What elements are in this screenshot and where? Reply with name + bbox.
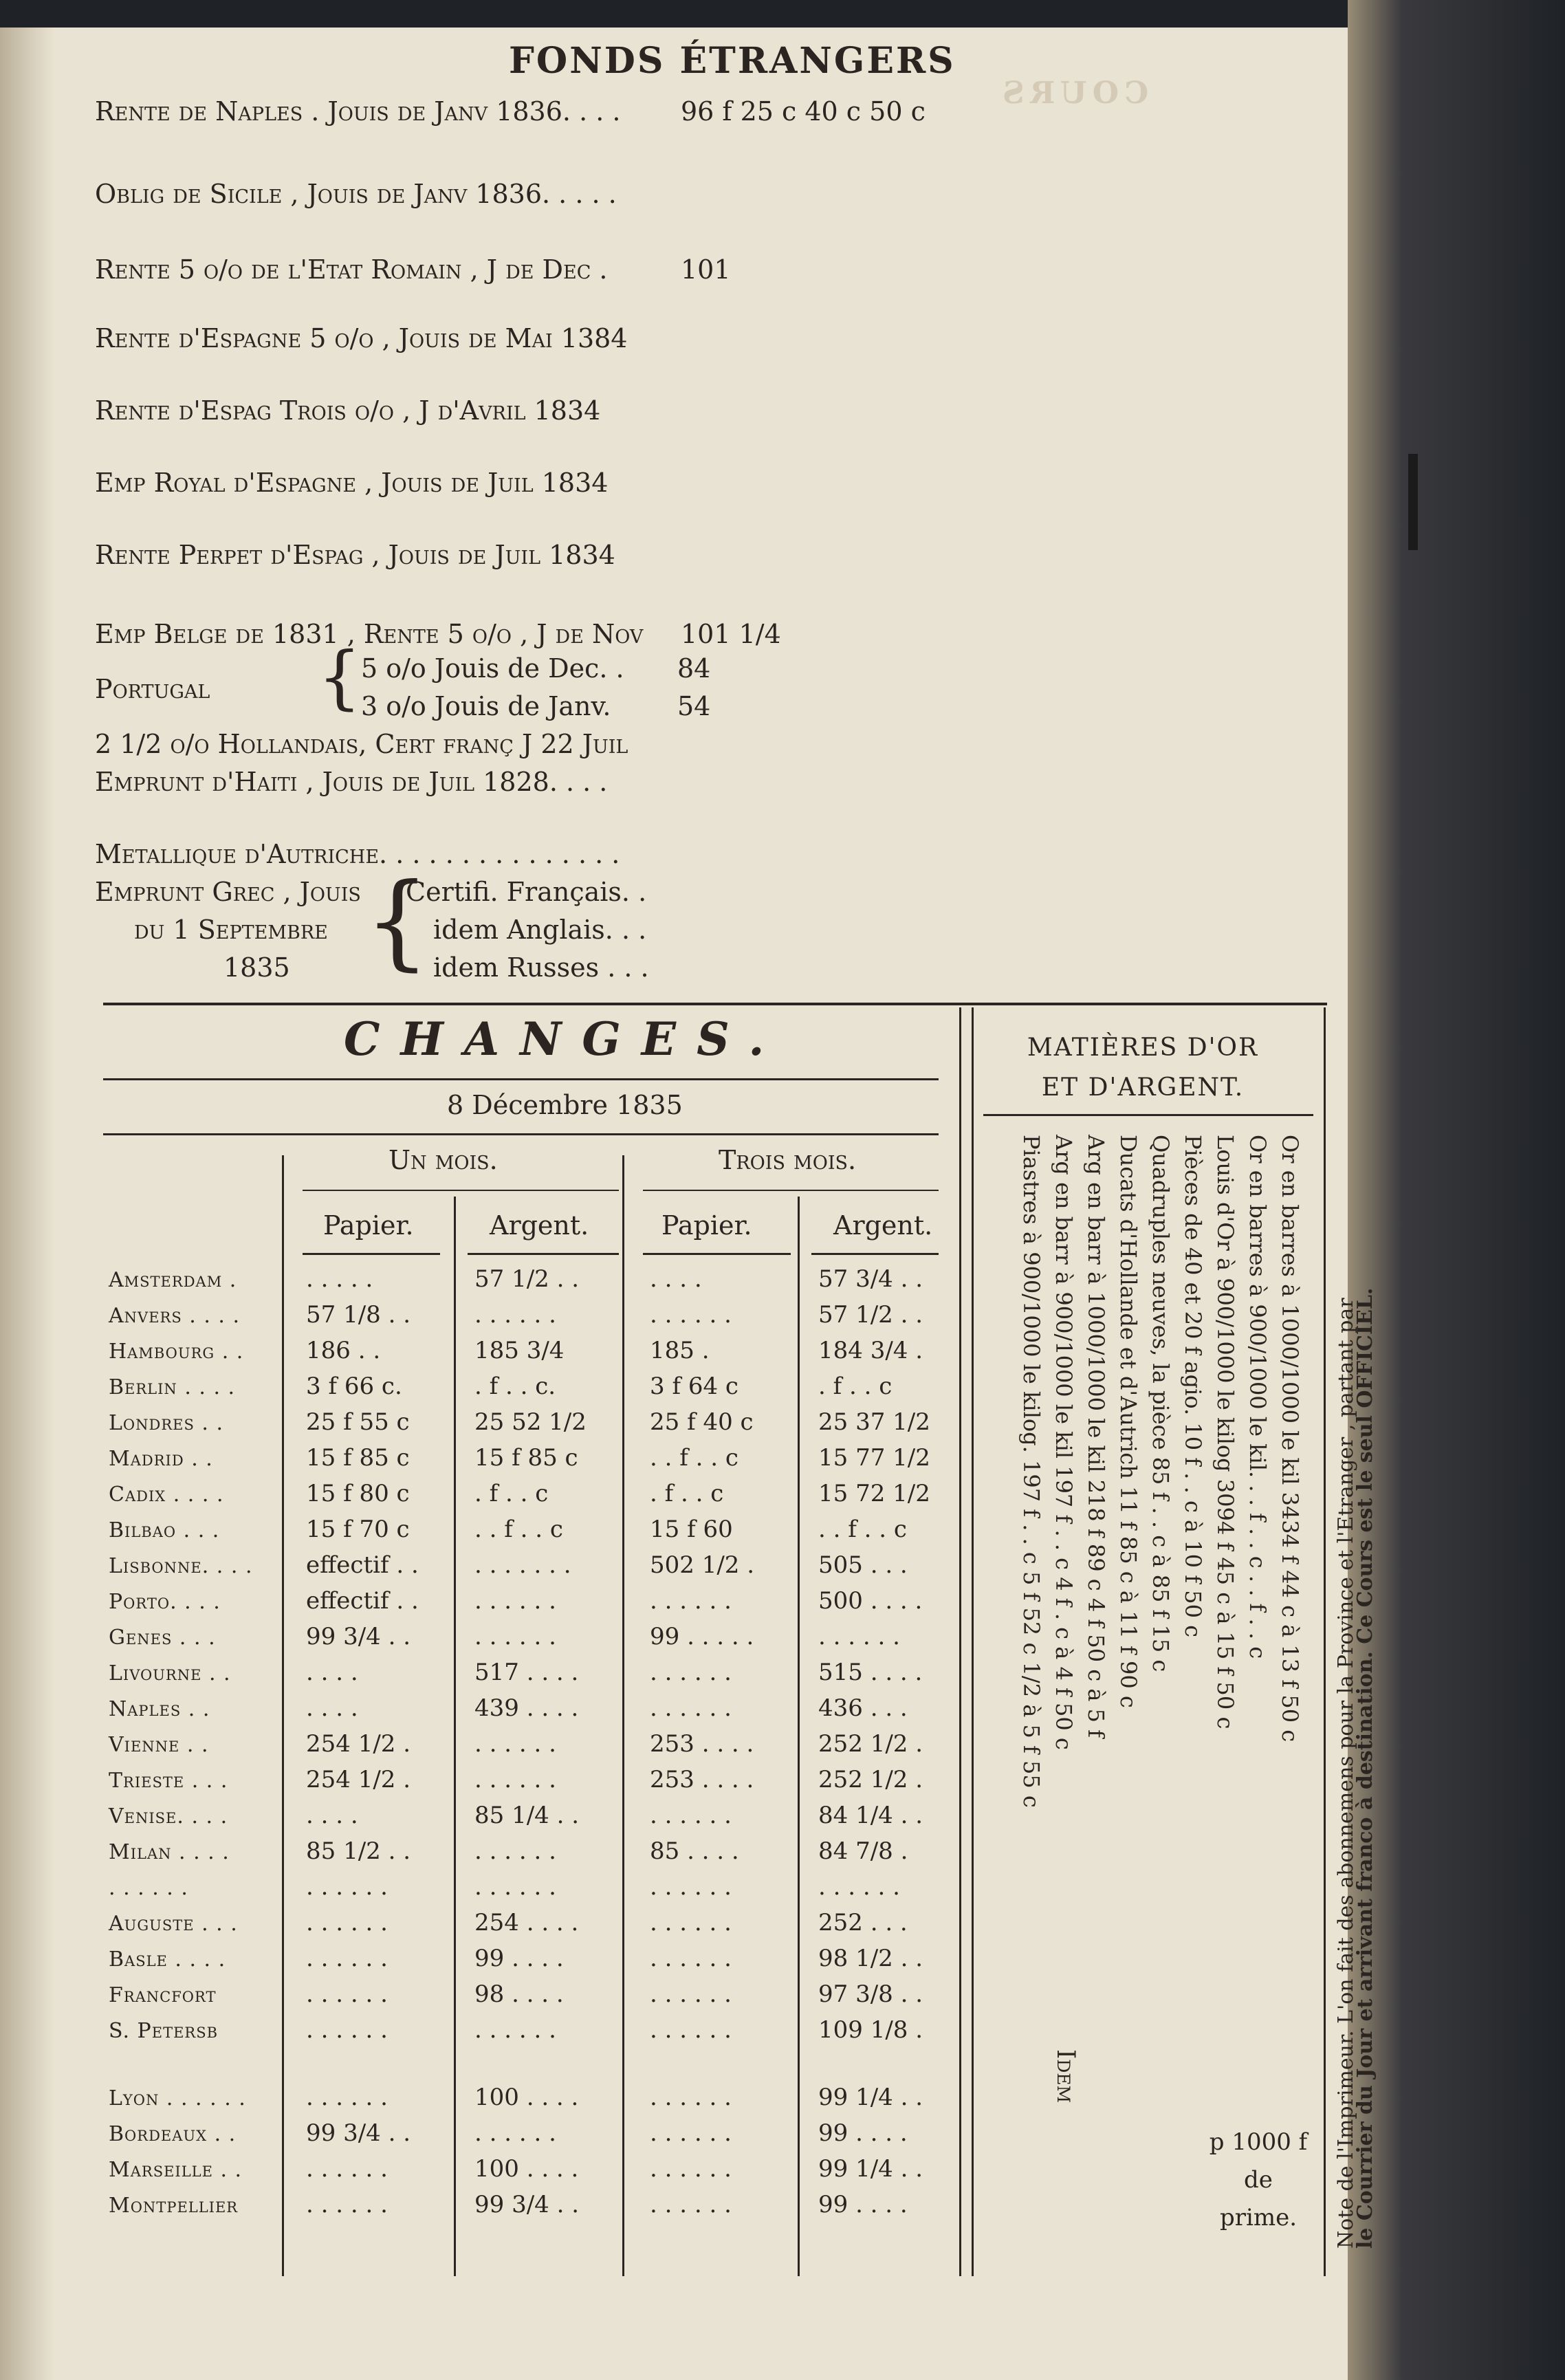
city-name: Naples . . xyxy=(109,1697,210,1721)
city-name: Marseille . . xyxy=(109,2158,243,2182)
matieres-title xyxy=(998,1028,1287,1108)
rate-cell: . . f . . c xyxy=(650,1444,738,1472)
rate-cell: effectif . . xyxy=(306,1587,419,1615)
fonds-row xyxy=(95,540,615,570)
rate-cell: . . . . . . xyxy=(650,2119,732,2147)
rate-cell: 99 . . . . . xyxy=(650,1623,754,1650)
fonds-title: FONDS ÉTRANGERS xyxy=(509,40,956,82)
rate-cell: 184 3/4 . xyxy=(818,1337,923,1364)
city-name: Lyon . . . . . . xyxy=(109,2086,246,2110)
matieres-line: Arg en barr à 900/1000 le kil 197 f . . c 4 f . c à 4 f 50 c xyxy=(1051,1135,1077,1750)
portugal-value: 54 xyxy=(677,691,711,721)
bleed-through-decoration: COURS xyxy=(997,76,1149,111)
rate-cell: . . . . . . xyxy=(306,1980,388,2008)
column-rule xyxy=(622,1155,624,2276)
rule xyxy=(103,1078,939,1080)
rate-cell: . . . . . . xyxy=(650,1587,732,1615)
matieres-prime: de xyxy=(1244,2166,1273,2194)
rule xyxy=(468,1253,619,1255)
rate-cell: . . . . . . xyxy=(650,2084,732,2111)
city-name: Porto. . . . xyxy=(109,1590,221,1614)
haiti-row: Emprunt d'Haiti , Jouis de Juil 1828. . . . xyxy=(95,767,608,797)
rate-cell: 25 52 1/2 xyxy=(474,1408,587,1436)
rate-cell: . . . . . . xyxy=(650,1945,732,1972)
rate-cell: 502 1/2 . xyxy=(650,1551,755,1579)
rate-cell: 252 . . . xyxy=(818,1909,908,1936)
rate-cell: . . . . . xyxy=(306,1265,373,1293)
rate-cell: 25 f 40 c xyxy=(650,1408,754,1436)
rate-cell: . . f . . c xyxy=(818,1516,907,1543)
rate-cell: 98 . . . . xyxy=(474,1980,564,2008)
rate-cell: 186 . . xyxy=(306,1337,381,1364)
rate-cell: 99 3/4 . . xyxy=(474,2191,580,2218)
matieres-idem: Idem xyxy=(1051,2049,1080,2104)
col-head-papier: Papier. xyxy=(323,1210,414,1241)
rate-cell: . . . . . . xyxy=(474,1623,556,1650)
rate-cell: 3 f 66 c. xyxy=(306,1373,402,1400)
brace-decoration: { xyxy=(318,637,362,717)
rate-cell: 100 . . . . xyxy=(474,2084,579,2111)
rate-cell: . . . . . . xyxy=(306,1873,388,1901)
city-name: Montpellier xyxy=(109,2194,239,2218)
portugal-value: 84 xyxy=(677,653,711,684)
rate-cell: 85 . . . . xyxy=(650,1837,739,1865)
rate-cell: 100 . . . . xyxy=(474,2155,579,2183)
grec-label: 1835 xyxy=(223,952,290,983)
rule xyxy=(303,1190,619,1191)
city-name: . . . . . . xyxy=(109,1876,188,1900)
right-page-edge xyxy=(1348,0,1565,2380)
rate-cell: . . . . . . xyxy=(818,1623,900,1650)
fonds-row xyxy=(95,619,643,649)
rate-cell: 252 1/2 . xyxy=(818,1766,923,1793)
rate-cell: 505 . . . xyxy=(818,1551,908,1579)
fonds-value: 96 f 25 c 40 c 50 c xyxy=(681,96,926,127)
city-name: Lisbonne. . . . xyxy=(109,1554,253,1578)
col-head-argent: Argent. xyxy=(833,1210,933,1241)
rate-cell: . . . . . . xyxy=(650,1802,732,1829)
matieres-prime: prime. xyxy=(1219,2204,1298,2231)
rate-cell: 97 3/8 . . xyxy=(818,1980,923,2008)
rate-cell: 185 3/4 xyxy=(474,1337,565,1364)
matieres-prime: p 1000 f xyxy=(1209,2128,1308,2156)
rate-cell: . f . . c xyxy=(650,1480,724,1507)
rate-cell: . . . . . . xyxy=(474,1730,556,1758)
rate-cell: . . . . . . xyxy=(650,2191,732,2218)
rate-cell: 109 1/8 . xyxy=(818,2016,923,2044)
rate-cell: 99 3/4 . . xyxy=(306,2119,411,2147)
rate-cell: . . . . . . xyxy=(474,1837,556,1865)
rate-cell: 254 . . . . xyxy=(474,1909,579,1936)
rate-cell: . . . . . . xyxy=(306,1909,388,1936)
ink-mark xyxy=(1408,454,1418,550)
rate-cell: 253 . . . . xyxy=(650,1730,754,1758)
metallique-row: Metallique d'Autriche. . . . . . . . . . . . . . . xyxy=(95,839,620,869)
column-rule xyxy=(798,1197,800,2276)
rate-cell: 515 . . . . xyxy=(818,1659,923,1686)
ledger-page xyxy=(0,28,1377,2380)
rate-cell: 15 f 85 c xyxy=(474,1444,578,1472)
rate-cell: 85 1/4 . . xyxy=(474,1802,580,1829)
rate-cell: . . . . . . xyxy=(306,2155,388,2183)
fonds-label: Emp Royal d'Espagne , Jouis de Juil 1834 xyxy=(95,468,609,498)
rate-cell: . . . . . . xyxy=(474,1766,556,1793)
rate-cell: . f . . c xyxy=(818,1373,893,1400)
matieres-line: Or en barres à 1000/1000 le kil 3434 f 44 c à 13 f 50 c xyxy=(1277,1135,1303,1743)
city-name: Bilbao . . . xyxy=(109,1518,220,1542)
changes-date: 8 Décembre 1835 xyxy=(447,1090,683,1120)
fonds-label: Rente Perpet d'Espag , Jouis de Juil 1834 xyxy=(95,540,615,570)
rate-cell: 99 1/4 . . xyxy=(818,2084,923,2111)
section-divider xyxy=(103,1003,1327,1005)
city-name: S. Petersb xyxy=(109,2019,219,2043)
rule xyxy=(643,1253,791,1255)
fonds-label: Rente 5 o/o de l'Etat Romain , J de Dec . xyxy=(95,254,608,285)
portugal-line: 3 o/o Jouis de Janv. xyxy=(361,691,611,721)
grec-label: Emprunt Grec , Jouis xyxy=(95,877,361,907)
rate-cell: . . . . . . xyxy=(818,1873,900,1901)
rule xyxy=(103,1133,939,1135)
matieres-title-line: ET D'ARGENT. xyxy=(1041,1073,1245,1102)
city-name: Basle . . . . xyxy=(109,1947,226,1972)
rate-cell: 15 f 70 c xyxy=(306,1516,410,1543)
rate-cell: 15 77 1/2 xyxy=(818,1444,930,1472)
rule xyxy=(643,1190,939,1191)
note-line: le Courrier du Jour et arrivant franco à destination. Ce Cours est le seul OFFICIEL. xyxy=(1353,1287,1377,2249)
city-name: Londres . . xyxy=(109,1411,224,1435)
rate-cell: . . . . . . xyxy=(306,2016,388,2044)
rate-cell: 517 . . . . xyxy=(474,1659,579,1686)
rate-cell: 84 7/8 . xyxy=(818,1837,908,1865)
matieres-line: Ducats d'Hollande et d'Autrich 11 f 85 c à 11 f 90 c xyxy=(1115,1135,1141,1708)
rate-cell: 439 . . . . xyxy=(474,1694,579,1722)
matieres-title-line: MATIÈRES D'OR xyxy=(1027,1034,1259,1062)
city-name: Madrid . . xyxy=(109,1447,213,1471)
matieres-line: Piastres à 900/1000 le kilog. 197 f . . c 5 f 52 c 1/2 à 5 f 55 c xyxy=(1018,1135,1044,1808)
rate-cell: 185 . xyxy=(650,1337,710,1364)
rate-cell: . . . . . . xyxy=(306,2191,388,2218)
city-name: Milan . . . . xyxy=(109,1840,230,1864)
page-gutter xyxy=(0,28,55,2380)
column-rule xyxy=(454,1197,456,2276)
fonds-row xyxy=(95,395,600,426)
rate-cell: 85 1/2 . . xyxy=(306,1837,411,1865)
col-head-trois-mois: Trois mois. xyxy=(719,1145,857,1175)
column-rule xyxy=(959,1007,961,2276)
rate-cell: . . . . . . xyxy=(306,2084,388,2111)
rate-cell: . . . . xyxy=(306,1802,358,1829)
rate-cell: . . . . . . xyxy=(650,2155,732,2183)
rate-cell: . . . . . . xyxy=(474,2016,556,2044)
rate-cell: . . f . . c xyxy=(474,1516,563,1543)
rate-cell: effectif . . xyxy=(306,1551,419,1579)
rate-cell: . . . . xyxy=(306,1694,358,1722)
city-name: Vienne . . xyxy=(109,1733,209,1757)
rate-cell: 436 . . . xyxy=(818,1694,908,1722)
rate-cell: . . . . xyxy=(650,1265,702,1293)
rate-cell: . . . . . . xyxy=(650,1873,732,1901)
matieres-line: Louis d'Or à 900/1000 le kilog 3094 f 45 c à 15 f 50 c xyxy=(1212,1135,1238,1729)
rate-cell: . . . . . . xyxy=(650,1980,732,2008)
rate-cell: . . . . . . xyxy=(474,2119,556,2147)
rate-cell: 57 1/2 . . xyxy=(474,1265,580,1293)
rule xyxy=(811,1253,939,1255)
brace-decoration: { xyxy=(364,862,430,981)
rate-cell: 252 1/2 . xyxy=(818,1730,923,1758)
note-line: Note de l'Imprimeur. L'on fait des abonnemens pour la Province et l'Etranger , partant par xyxy=(1334,1298,1358,2249)
column-rule xyxy=(1324,1007,1326,2276)
city-name: Genes . . . xyxy=(109,1626,216,1650)
rate-cell: 57 1/2 . . xyxy=(818,1301,923,1329)
grec-item: idem Anglais. . . xyxy=(433,915,647,945)
rate-cell: 15 f 60 xyxy=(650,1516,733,1543)
city-name: Anvers . . . . xyxy=(109,1304,241,1328)
grec-label: du 1 Septembre xyxy=(134,915,328,945)
column-rule xyxy=(282,1155,284,2276)
rule xyxy=(303,1253,440,1255)
rate-cell: . . . . . . xyxy=(474,1873,556,1901)
fonds-value: 101 1/4 xyxy=(681,619,781,649)
grec-item: idem Russes . . . xyxy=(433,952,649,983)
rate-cell: . . . . . . xyxy=(650,1301,732,1329)
fonds-label: Rente de Naples . Jouis de Janv 1836. . . . xyxy=(95,96,621,127)
matieres-line: Pièces de 40 et 20 f agio. 10 f . . c à 10 f 50 c xyxy=(1180,1135,1206,1638)
rate-cell: 15 f 80 c xyxy=(306,1480,410,1507)
fonds-label: Oblig de Sicile , Jouis de Janv 1836. . . . . xyxy=(95,179,617,209)
rate-cell: 3 f 64 c xyxy=(650,1373,738,1400)
city-name: Livourne . . xyxy=(109,1661,231,1685)
rate-cell: 254 1/2 . xyxy=(306,1730,411,1758)
rate-cell: . . . . . . xyxy=(474,1587,556,1615)
col-head-papier: Papier. xyxy=(661,1210,752,1241)
rate-cell: 98 1/2 . . xyxy=(818,1945,923,1972)
fonds-label: Rente d'Espag Trois o/o , J d'Avril 1834 xyxy=(95,395,601,426)
rate-cell: . . . . . . xyxy=(306,1945,388,1972)
rate-cell: 99 . . . . xyxy=(474,1945,564,1972)
rate-cell: 25 37 1/2 xyxy=(818,1408,930,1436)
rate-cell: . f . . c. xyxy=(474,1373,556,1400)
rate-cell: 15 f 85 c xyxy=(306,1444,410,1472)
rate-cell: 99 1/4 . . xyxy=(818,2155,923,2183)
rate-cell: 99 . . . . xyxy=(818,2119,908,2147)
matieres-line: Or en barres à 900/1000 le kil. . . f . . c . . f . . c xyxy=(1245,1135,1271,1659)
rate-cell: . . . . xyxy=(306,1659,358,1686)
city-name: Trieste . . . xyxy=(109,1769,228,1793)
rate-cell: 84 1/4 . . xyxy=(818,1802,923,1829)
col-head-argent: Argent. xyxy=(490,1210,589,1241)
fonds-label: Rente d'Espagne 5 o/o , Jouis de Mai 1384 xyxy=(95,323,628,353)
city-name: Francfort xyxy=(109,1983,217,2007)
city-name: Cadix . . . . xyxy=(109,1483,224,1507)
city-name: Venise. . . . xyxy=(109,1804,228,1828)
rate-cell: 253 . . . . xyxy=(650,1766,754,1793)
changes-title: CHANGES. xyxy=(344,1012,785,1066)
fonds-row xyxy=(95,254,608,285)
rate-cell: 99 . . . . xyxy=(818,2191,908,2218)
portugal-label: Portugal xyxy=(95,674,210,704)
column-rule xyxy=(972,1007,974,2276)
rate-cell: . . . . . . xyxy=(650,1659,732,1686)
rate-cell: 15 72 1/2 xyxy=(818,1480,930,1507)
matieres-line: Arg en barr à 1000/1000 le kil 218 f 89 c 4 f 50 c à 5 f xyxy=(1083,1135,1109,1738)
city-name: Bordeaux . . xyxy=(109,2122,237,2146)
rule xyxy=(983,1114,1313,1116)
matieres-line: Quadruples neuves, la pièce 85 f . . c à 85 f 15 c xyxy=(1148,1135,1174,1672)
rate-cell: 99 3/4 . . xyxy=(306,1623,411,1650)
rate-cell: 254 1/2 . xyxy=(306,1766,411,1793)
rate-cell: 500 . . . . xyxy=(818,1587,923,1615)
rate-cell: . . . . . . xyxy=(650,1909,732,1936)
fonds-row xyxy=(95,179,617,209)
hollandais-row: 2 1/2 o/o Hollandais, Cert franç J 22 Juil xyxy=(95,729,628,759)
grec-item: Certifi. Français. . xyxy=(406,877,647,907)
rate-cell: . f . . c xyxy=(474,1480,549,1507)
rate-cell: 57 3/4 . . xyxy=(818,1265,923,1293)
city-name: Berlin . . . . xyxy=(109,1375,236,1399)
rate-cell: 25 f 55 c xyxy=(306,1408,410,1436)
rate-cell: . . . . . . xyxy=(650,2016,732,2044)
city-name: Auguste . . . xyxy=(109,1912,238,1936)
fonds-row xyxy=(95,468,608,498)
fonds-row xyxy=(95,96,620,127)
rate-cell: . . . . . . xyxy=(650,1694,732,1722)
fonds-label: Emp Belge de 1831 , Rente 5 o/o , J de Nov xyxy=(95,619,644,649)
city-name: Hambourg . . xyxy=(109,1340,244,1364)
col-head-un-mois: Un mois. xyxy=(388,1145,498,1175)
rate-cell: . . . . . . . xyxy=(474,1551,571,1579)
portugal-line: 5 o/o Jouis de Dec. . xyxy=(361,653,624,684)
fonds-value: 101 xyxy=(681,254,731,285)
rate-cell: 57 1/8 . . xyxy=(306,1301,411,1329)
rate-cell: . . . . . . xyxy=(474,1301,556,1329)
fonds-row xyxy=(95,323,627,353)
city-name: Amsterdam . xyxy=(109,1268,237,1292)
